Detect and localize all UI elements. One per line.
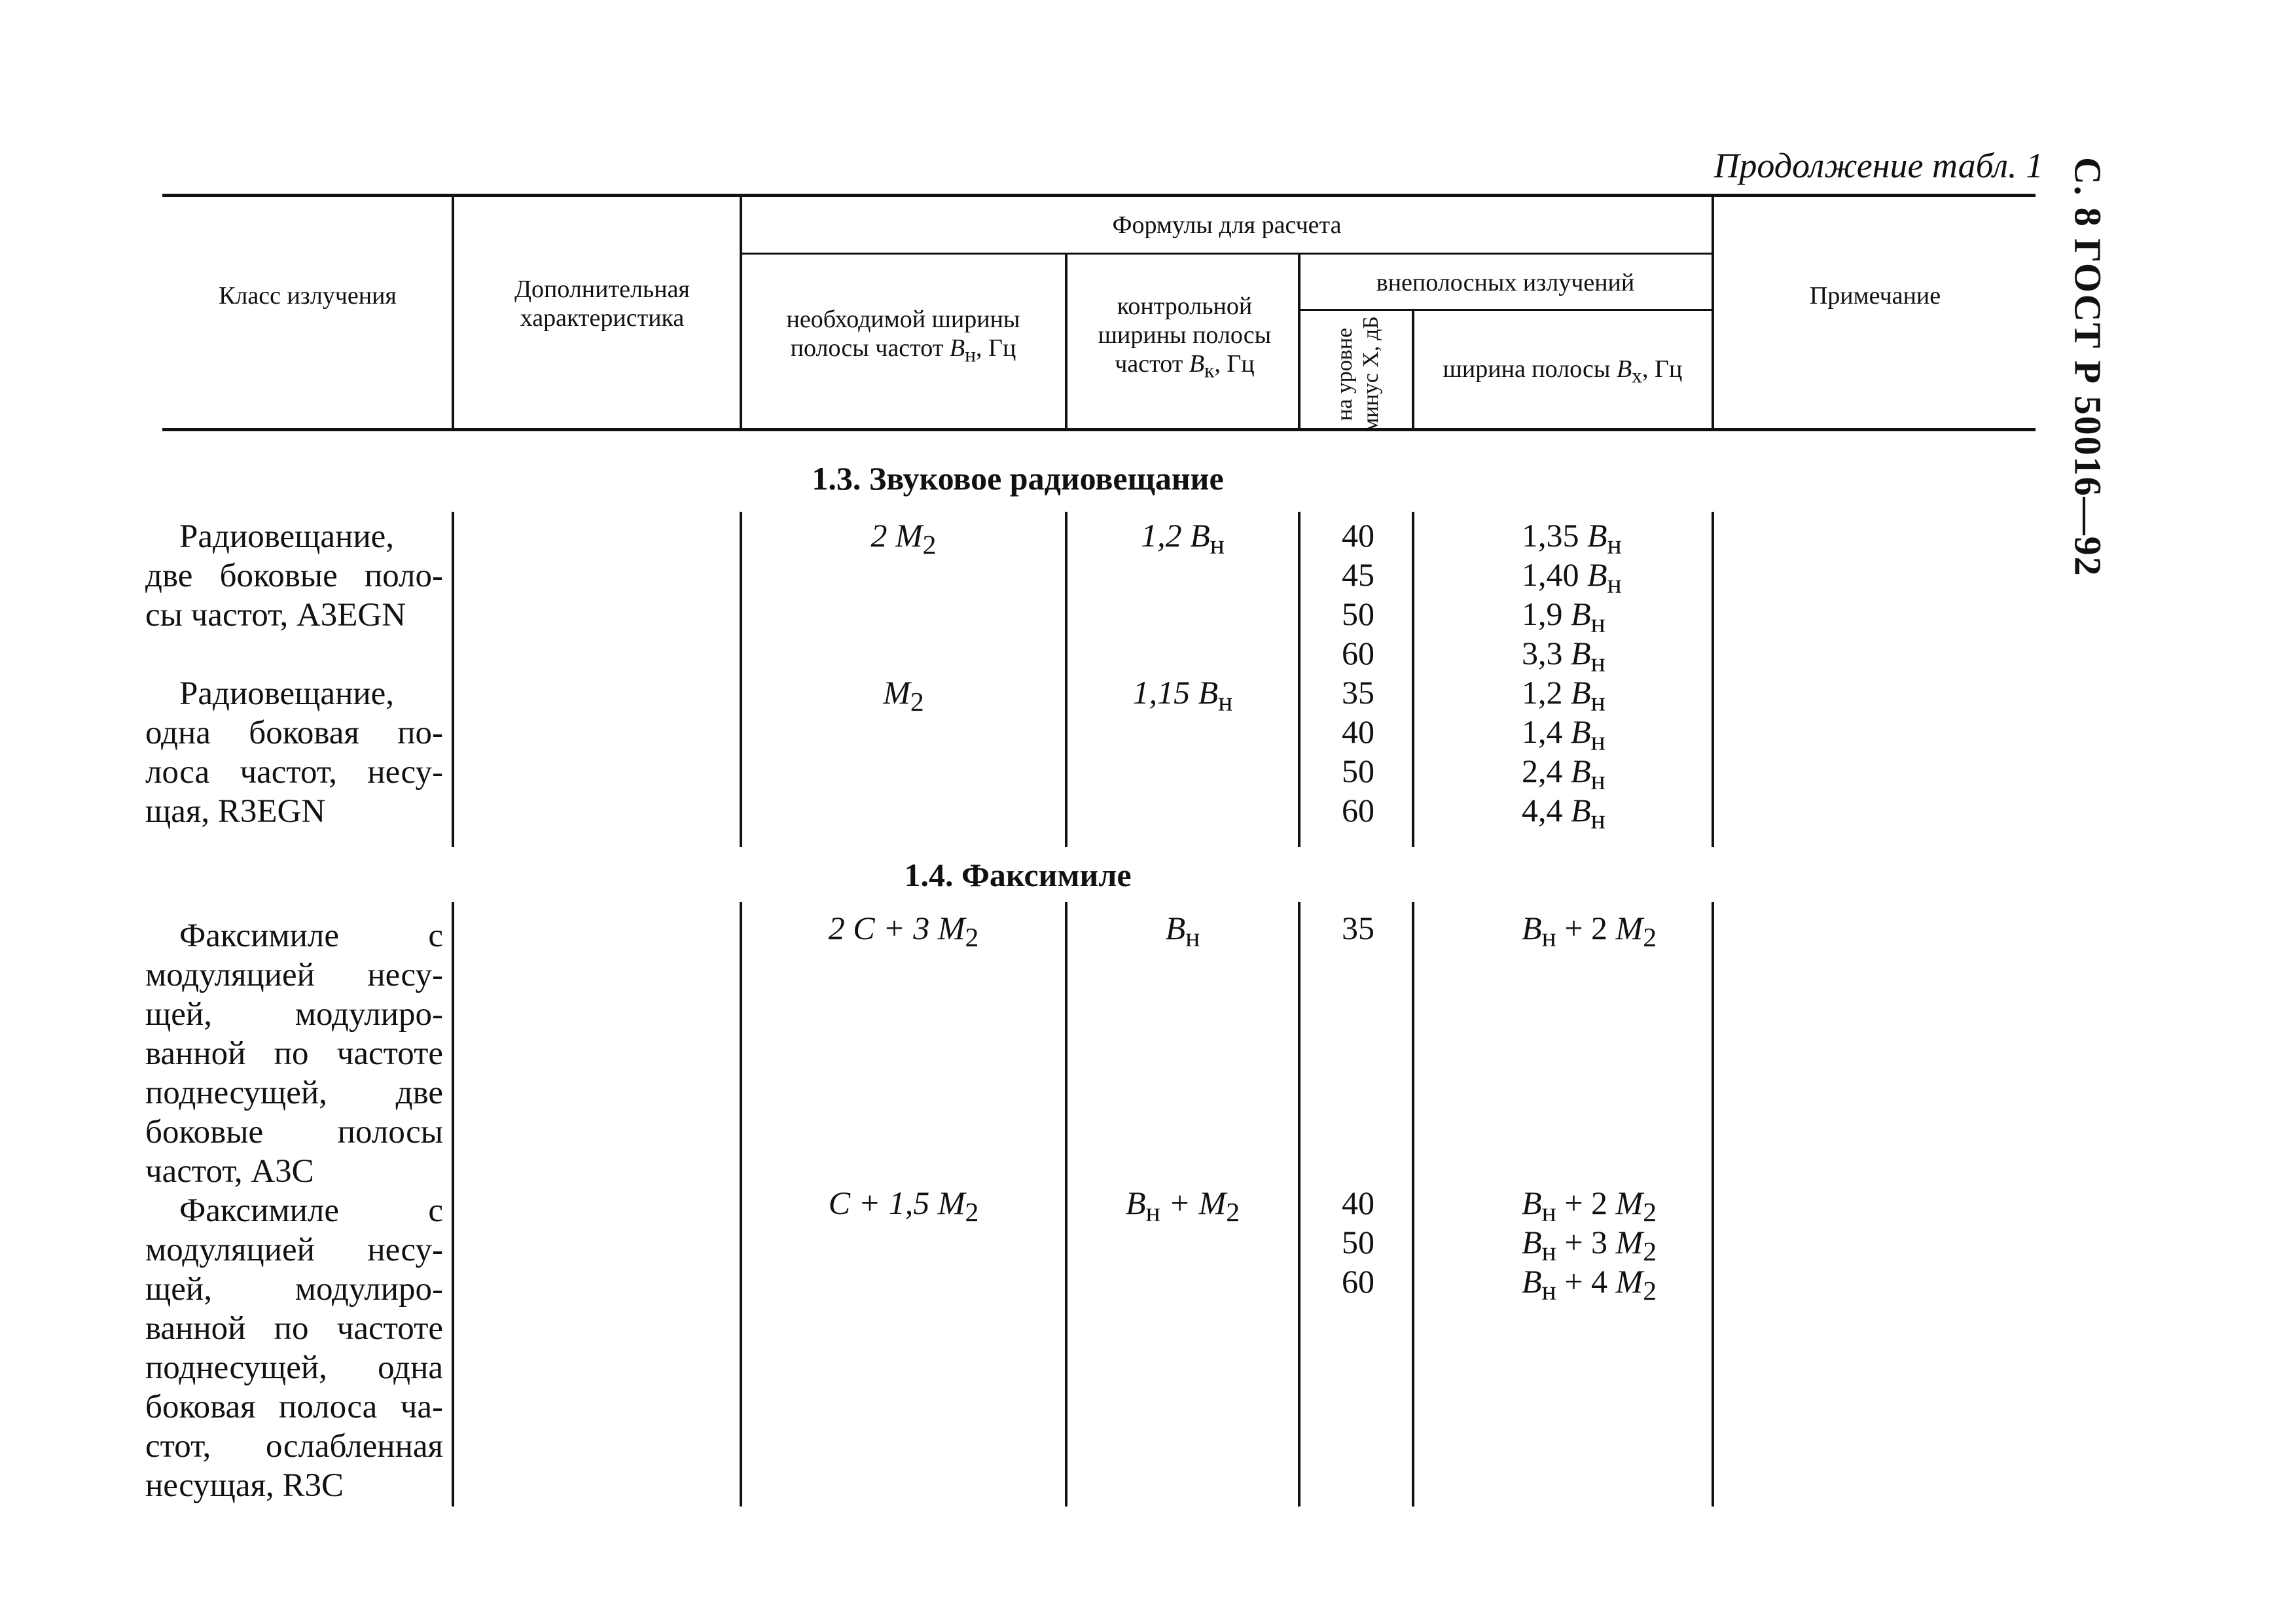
- level-value: 60: [1342, 792, 1374, 829]
- row-necessary-a3egn: 2 $M_2$: [870, 517, 937, 560]
- width-value: 1,40 $B_н$: [1522, 556, 1622, 599]
- section-1-4-divider-4: [1298, 902, 1300, 1507]
- width-value: $B_н + 2$ $M_2$: [1522, 1185, 1657, 1228]
- row-necessary-r3c: C + 1,5 $M_2$: [828, 1185, 979, 1228]
- section-1-4-divider-1: [452, 902, 454, 1507]
- header-divider-3: [1065, 253, 1067, 431]
- header-control-bw: контрольной ширины полосы частот $B_к$, Гц: [1098, 293, 1272, 382]
- formulas-rule: [740, 253, 1712, 255]
- row-widths-a3c: [1417, 908, 1718, 953]
- width-value: 1,4 $B_н$: [1522, 713, 1605, 757]
- width-value: 4,4 $B_н$: [1522, 792, 1605, 835]
- level-value: 40: [1342, 713, 1374, 750]
- section-title-1-4: 1.4. Факсимиле: [904, 857, 1132, 893]
- row-necessary-r3egn: $M_2$: [883, 674, 924, 717]
- width-value: 1,35 $B_н$: [1522, 517, 1622, 560]
- header-note: Примечание: [1809, 282, 1941, 310]
- table-top-rule: [162, 194, 2036, 197]
- level-value: 50: [1342, 1224, 1374, 1260]
- section-1-3-divider-4: [1298, 512, 1300, 847]
- width-value: $B_н + 3$ $M_2$: [1522, 1224, 1657, 1267]
- width-value: $B_н + 2$ $M_2$: [1522, 910, 1657, 953]
- level-value: 45: [1342, 556, 1374, 593]
- width-value: $B_н + 4$ $M_2$: [1522, 1263, 1657, 1306]
- row-levels-a3c: [1302, 908, 1414, 948]
- level-value: 35: [1342, 910, 1374, 946]
- level-value: 40: [1342, 517, 1374, 554]
- header-level: на уровне минус X, дБ: [1333, 316, 1383, 433]
- header-bandwidth: ширина полосы $B_x$, Гц: [1443, 355, 1683, 387]
- row-levels-r3egn: [1302, 673, 1414, 830]
- row-widths-a3egn: [1417, 516, 1718, 678]
- row-class-r3egn: Радиовещание, одна боковая по- лоса частот, несу- щая, R3EGN: [145, 675, 443, 830]
- row-control-r3c: $B_н + M_2$: [1125, 1185, 1240, 1228]
- width-value: 1,2 $B_н$: [1522, 674, 1605, 717]
- width-value: 2,4 $B_н$: [1522, 753, 1605, 796]
- row-control-a3egn: 1,2 $B_н$: [1141, 517, 1225, 560]
- row-class-a3c: Факсимиле с модуляцией несу- щей, модулиро- ванной по частоте поднесущей, две боковые полосы частот, A3C: [145, 918, 443, 1190]
- header-necessary-bw: необходимой ширины полосы частот $B_н$, Гц: [786, 306, 1020, 366]
- row-levels-r3c: [1302, 1183, 1414, 1301]
- out-of-band-rule: [1298, 309, 1712, 311]
- level-value: 40: [1342, 1185, 1374, 1221]
- level-value: 60: [1342, 1263, 1374, 1300]
- width-value: 1,9 $B_н$: [1522, 596, 1605, 639]
- header-divider-1: [452, 195, 454, 431]
- section-1-3-divider-1: [452, 512, 454, 847]
- header-bottom-rule: [162, 428, 2036, 431]
- continuation-label: Продолжение табл. 1: [1713, 146, 2043, 185]
- width-value: 3,3 $B_н$: [1522, 635, 1605, 678]
- row-class-a3egn: Радиовещание, две боковые поло- сы частот, A3EGN: [145, 518, 443, 633]
- row-necessary-a3c: 2 C + 3 $M_2$: [828, 910, 979, 953]
- row-widths-r3c: [1417, 1183, 1718, 1306]
- section-title-1-3: 1.3. Звуковое радиовещание: [812, 460, 1224, 497]
- level-value: 60: [1342, 635, 1374, 671]
- level-value: 35: [1342, 674, 1374, 711]
- row-widths-r3egn: [1417, 673, 1718, 835]
- header-out-of-band: внеполосных излучений: [1376, 269, 1635, 296]
- row-levels-a3egn: [1302, 516, 1414, 673]
- row-control-r3egn: 1,15 $B_н$: [1132, 674, 1233, 717]
- level-value: 50: [1342, 596, 1374, 632]
- document-code: С. 8 ГОСТ Р 50016—92: [2066, 157, 2109, 577]
- header-class: Класс излучения: [219, 282, 397, 310]
- header-formulas: Формулы для расчета: [1112, 211, 1342, 239]
- header-additional: Дополнительная характеристика: [514, 276, 690, 332]
- row-control-a3c: $B_н$: [1165, 910, 1200, 953]
- level-value: 50: [1342, 753, 1374, 789]
- header-divider-6: [1712, 195, 1714, 431]
- row-class-r3c: Факсимиле с модуляцией несу- щей, модулиро- ванной по частоте поднесущей, одна боковая полоса ча- стот, ослабленная несущая, R3C: [145, 1192, 443, 1504]
